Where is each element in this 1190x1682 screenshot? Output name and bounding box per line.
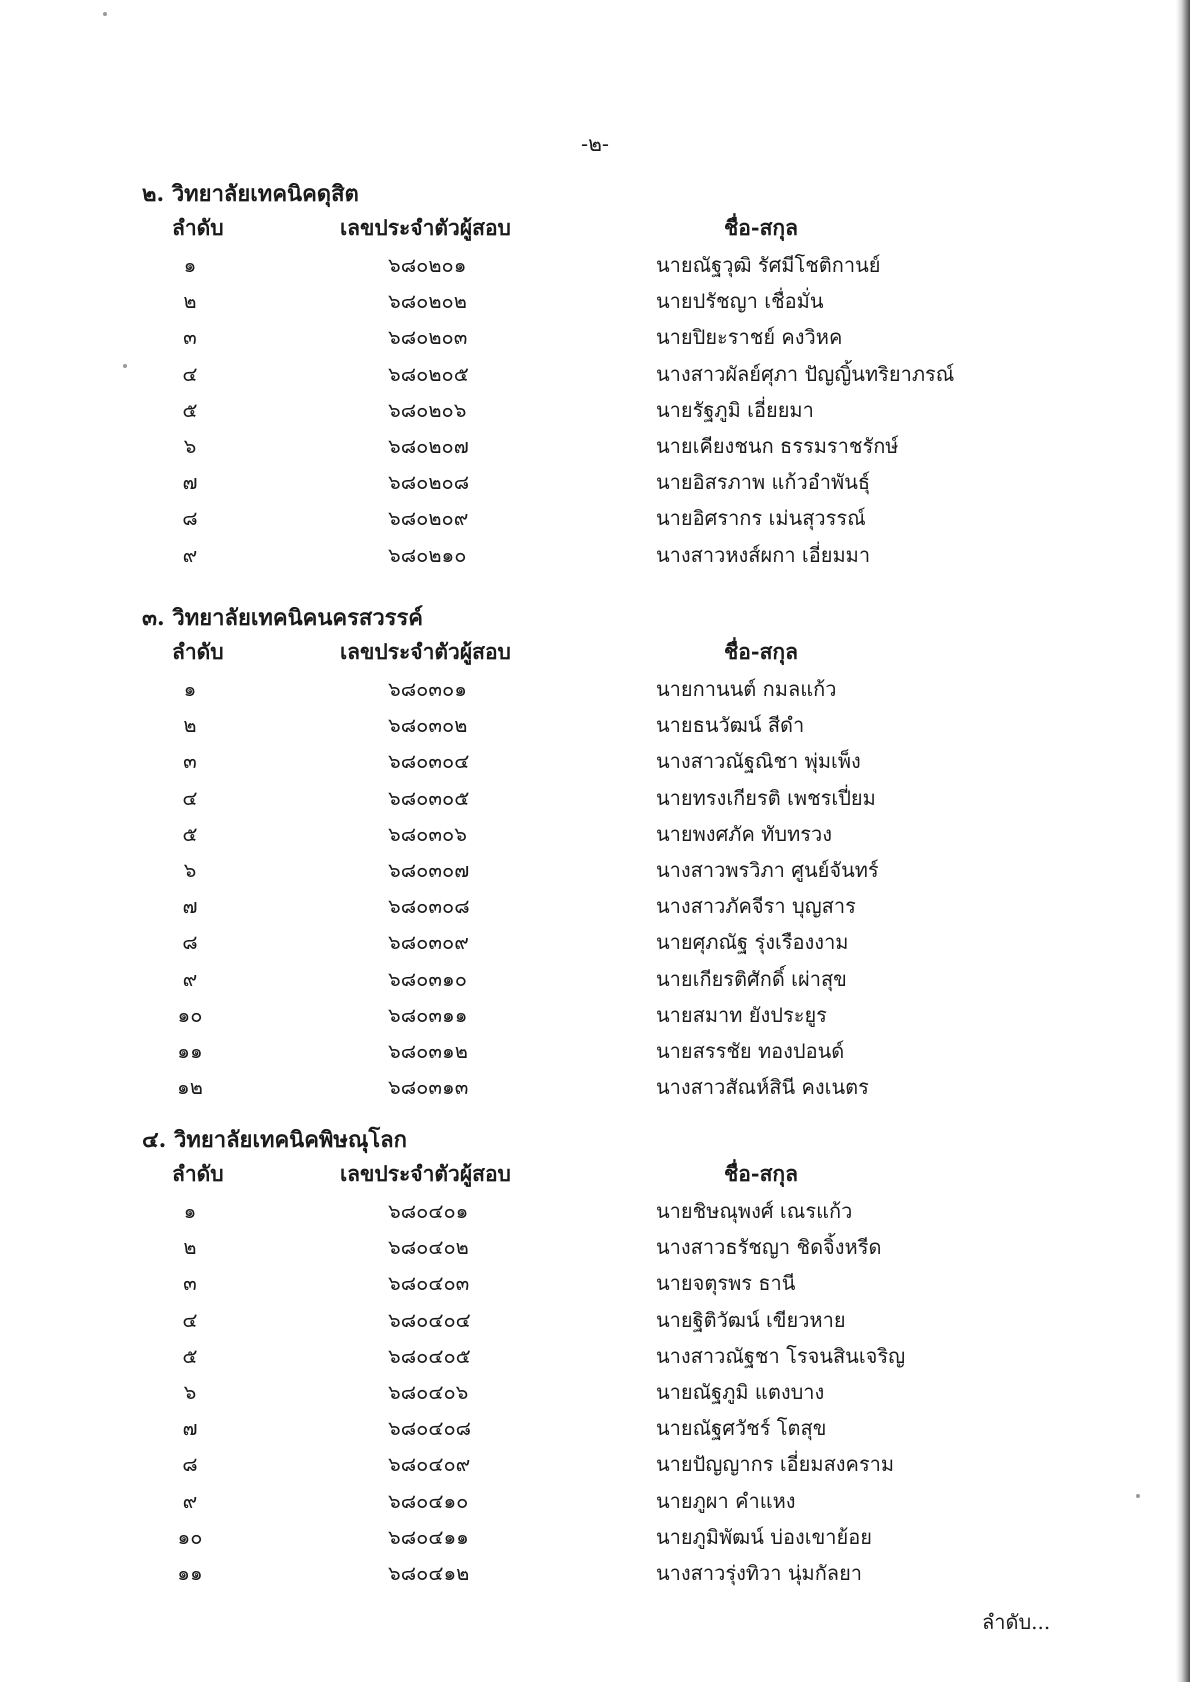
row-full-name: นางสาวธรัชญา ชิดจิ้งหรีด: [656, 1235, 882, 1260]
row-full-name: นายธนวัฒน์ สีดำ: [656, 713, 805, 738]
table-row: [0, 1412, 1190, 1446]
table-row: [0, 890, 1190, 924]
row-exam-id: ๖๘๐๓๐๕: [388, 785, 470, 810]
row-order: ๘: [182, 506, 198, 531]
row-full-name: นายสรรชัย ทองปอนด์: [656, 1039, 845, 1063]
header-order: ลำดับ: [172, 1161, 224, 1186]
row-order: ๔: [182, 361, 198, 386]
row-exam-id: ๖๘๐๓๐๘: [388, 894, 470, 919]
row-exam-id: ๖๘๐๒๑๐: [388, 542, 467, 567]
row-exam-id: ๖๘๐๒๐๗: [388, 434, 469, 458]
table-row: [0, 1448, 1190, 1482]
table-row: [0, 1557, 1190, 1591]
row-full-name: นายปัญญากร เอี่ยมสงคราม: [656, 1452, 895, 1477]
table-row: [0, 430, 1190, 464]
row-exam-id: ๖๘๐๓๐๔: [388, 749, 470, 774]
header-full-name: ชื่อ-สกุล: [724, 639, 798, 664]
row-exam-id: ๖๘๐๔๐๖: [388, 1380, 469, 1404]
table-row: [0, 1071, 1190, 1105]
row-exam-id: ๖๘๐๓๑๓: [388, 1075, 469, 1100]
row-full-name: นายณัฐภูมิ แตงบาง: [656, 1380, 825, 1404]
row-exam-id: ๖๘๐๔๐๑: [388, 1199, 469, 1223]
table-row: [0, 673, 1190, 707]
table-row: [0, 285, 1190, 319]
row-exam-id: ๖๘๐๔๑๒: [388, 1561, 470, 1585]
row-order: ๗: [182, 1416, 198, 1441]
row-exam-id: ๖๘๐๔๑๑: [388, 1524, 469, 1549]
row-full-name: นายเคียงชนก ธรรมราชรักษ์: [656, 434, 899, 458]
row-order: ๓: [183, 1271, 197, 1296]
table-row: [0, 1485, 1190, 1519]
header-order: ลำดับ: [172, 215, 224, 240]
row-full-name: นางสาวสัณห์สินี คงเนตร: [656, 1075, 869, 1100]
row-order: ๖: [183, 1380, 197, 1404]
row-order: ๘: [182, 930, 198, 955]
table-row: [0, 963, 1190, 997]
row-full-name: นายณัฐวุฒิ รัศมีโชติกานย์: [656, 253, 881, 277]
row-full-name: นายภูผา คำแหง: [656, 1488, 796, 1513]
table-row: [0, 782, 1190, 816]
row-full-name: นายณัฐศวัชร์ โตสุข: [656, 1416, 827, 1441]
row-full-name: นายปิยะราชย์ คงวิหค: [656, 325, 843, 350]
table-row: [0, 709, 1190, 743]
row-full-name: นางสาวรุ่งทิวา นุ่มกัลยา: [656, 1561, 863, 1585]
row-order: ๑๒: [177, 1075, 203, 1100]
row-exam-id: ๖๘๐๓๑๐: [388, 966, 467, 991]
row-order: ๙: [182, 1488, 198, 1513]
header-exam-id: เลขประจำตัวผู้สอบ: [340, 1161, 511, 1186]
row-full-name: นายฐิติวัฒน์ เขียวหาย: [656, 1307, 846, 1332]
row-order: ๙: [182, 966, 198, 991]
header-full-name: ชื่อ-สกุล: [724, 1161, 798, 1186]
row-order: ๑๐: [177, 1002, 203, 1027]
row-exam-id: ๖๘๐๓๐๙: [388, 930, 469, 955]
table-row: [0, 1231, 1190, 1265]
header-exam-id: เลขประจำตัวผู้สอบ: [340, 639, 511, 664]
row-order: ๖: [183, 858, 197, 882]
header-exam-id: เลขประจำตัวผู้สอบ: [340, 215, 511, 240]
continuation-note: ลำดับ...: [982, 1610, 1051, 1634]
row-exam-id: ๖๘๐๒๐๙: [388, 506, 469, 531]
row-full-name: นายภูมิพัฒน์ บ่องเขาย้อย: [656, 1524, 872, 1549]
section-title: ๓. วิทยาลัยเทคนิคนครสวรรค์: [142, 605, 424, 631]
row-exam-id: ๖๘๐๓๐๖: [388, 821, 467, 846]
table-row: [0, 1195, 1190, 1229]
row-order: ๗: [182, 894, 198, 919]
table-row: [0, 1376, 1190, 1410]
row-exam-id: ๖๘๐๔๑๐: [388, 1488, 469, 1513]
row-order: ๒: [183, 1235, 197, 1260]
row-order: ๕: [182, 1343, 198, 1368]
table-row: [0, 321, 1190, 355]
row-exam-id: ๖๘๐๒๐๓: [388, 325, 468, 350]
table-row: [0, 249, 1190, 283]
row-exam-id: ๖๘๐๔๐๙: [388, 1452, 471, 1477]
row-order: ๑: [183, 253, 197, 277]
row-exam-id: ๖๘๐๓๐๗: [388, 858, 470, 882]
row-order: ๙: [182, 542, 198, 567]
row-full-name: นางสาวหงส์ผกา เอี่ยมมา: [656, 542, 871, 567]
row-full-name: นายศุภณัฐ รุ่งเรืองงาม: [656, 930, 849, 955]
row-exam-id: ๖๘๐๒๐๘: [388, 470, 470, 495]
row-exam-id: ๖๘๐๓๐๑: [388, 677, 467, 701]
table-row: [0, 854, 1190, 888]
table-row: [0, 818, 1190, 852]
section-title: ๔. วิทยาลัยเทคนิคพิษณุโลก: [142, 1127, 407, 1153]
row-full-name: นายรัฐภูมิ เอี่ยยมา: [656, 397, 814, 422]
row-exam-id: ๖๘๐๔๐๓: [388, 1271, 470, 1296]
row-exam-id: ๖๘๐๔๐๔: [388, 1307, 471, 1332]
row-order: ๘: [182, 1452, 198, 1477]
row-exam-id: ๖๘๐๒๐๒: [388, 289, 467, 314]
row-full-name: นางสาวภัคจีรา บุญสาร: [656, 894, 856, 919]
table-row: [0, 745, 1190, 779]
row-full-name: นายจตุรพร ธานี: [656, 1271, 796, 1296]
row-full-name: นางสาวผัลย์ศุภา ปัญญิ้นทริยาภรณ์: [656, 361, 955, 386]
row-order: ๔: [182, 1307, 198, 1332]
table-row: [0, 358, 1190, 392]
row-full-name: นายกานนต์ กมลแก้ว: [656, 677, 837, 701]
row-order: ๑: [183, 677, 197, 701]
row-full-name: นายพงศภัค ทับทรวง: [656, 821, 832, 846]
row-full-name: นายอิสรภาพ แก้วอำพันธุ์: [656, 470, 871, 495]
scan-speck: [103, 12, 107, 16]
row-full-name: นายอิศรากร เม่นสุวรรณ์: [656, 506, 866, 531]
row-order: ๑๑: [177, 1561, 203, 1585]
table-row: [0, 502, 1190, 536]
row-full-name: นางสาวณัฐชา โรจนสินเจริญ: [656, 1343, 906, 1368]
page-number: -๒-: [580, 132, 610, 156]
table-row: [0, 1521, 1190, 1555]
row-order: ๒: [183, 713, 197, 738]
row-full-name: นางสาวพรวิภา ศูนย์จันทร์: [656, 858, 879, 882]
row-order: ๕: [182, 821, 198, 846]
section-title: ๒. วิทยาลัยเทคนิคดุสิต: [142, 181, 359, 207]
table-row: [0, 466, 1190, 500]
row-order: ๔: [182, 785, 198, 810]
row-full-name: นายสมาท ยังประยูร: [656, 1002, 827, 1027]
row-exam-id: ๖๘๐๓๑๒: [388, 1039, 468, 1063]
row-order: ๖: [183, 434, 197, 458]
row-exam-id: ๖๘๐๔๐๒: [388, 1235, 469, 1260]
row-full-name: นายเกียรติศักดิ์ เผ่าสุข: [656, 966, 847, 991]
table-row: [0, 1267, 1190, 1301]
table-row: [0, 1035, 1190, 1069]
table-row: [0, 999, 1190, 1033]
row-full-name: นายทรงเกียรติ เพชรเปี่ยม: [656, 785, 876, 810]
row-full-name: นายชิษณุพงศ์ เณรแก้ว: [656, 1199, 853, 1223]
row-exam-id: ๖๘๐๒๐๑: [388, 253, 467, 277]
table-row: [0, 1304, 1190, 1338]
row-order: ๑๑: [177, 1039, 203, 1063]
row-full-name: นายปรัชญา เชื่อมั่น: [656, 289, 824, 314]
row-order: ๕: [182, 397, 198, 422]
row-order: ๗: [182, 470, 198, 495]
row-order: ๓: [183, 749, 197, 774]
row-order: ๓: [183, 325, 197, 350]
row-exam-id: ๖๘๐๔๐๘: [388, 1416, 472, 1441]
header-full-name: ชื่อ-สกุล: [724, 215, 798, 240]
row-order: ๒: [183, 289, 197, 314]
row-order: ๑๐: [177, 1524, 203, 1549]
table-row: [0, 1340, 1190, 1374]
table-row: [0, 394, 1190, 428]
row-exam-id: ๖๘๐๔๐๕: [388, 1343, 471, 1368]
header-order: ลำดับ: [172, 639, 224, 664]
table-row: [0, 926, 1190, 960]
table-row: [0, 539, 1190, 573]
row-exam-id: ๖๘๐๓๐๒: [388, 713, 468, 738]
row-exam-id: ๖๘๐๒๐๕: [388, 361, 469, 386]
row-full-name: นางสาวณัฐณิชา พุ่มเพ็ง: [656, 749, 861, 774]
row-order: ๑: [183, 1199, 197, 1223]
row-exam-id: ๖๘๐๓๑๑: [388, 1002, 468, 1027]
row-exam-id: ๖๘๐๒๐๖: [388, 397, 467, 422]
